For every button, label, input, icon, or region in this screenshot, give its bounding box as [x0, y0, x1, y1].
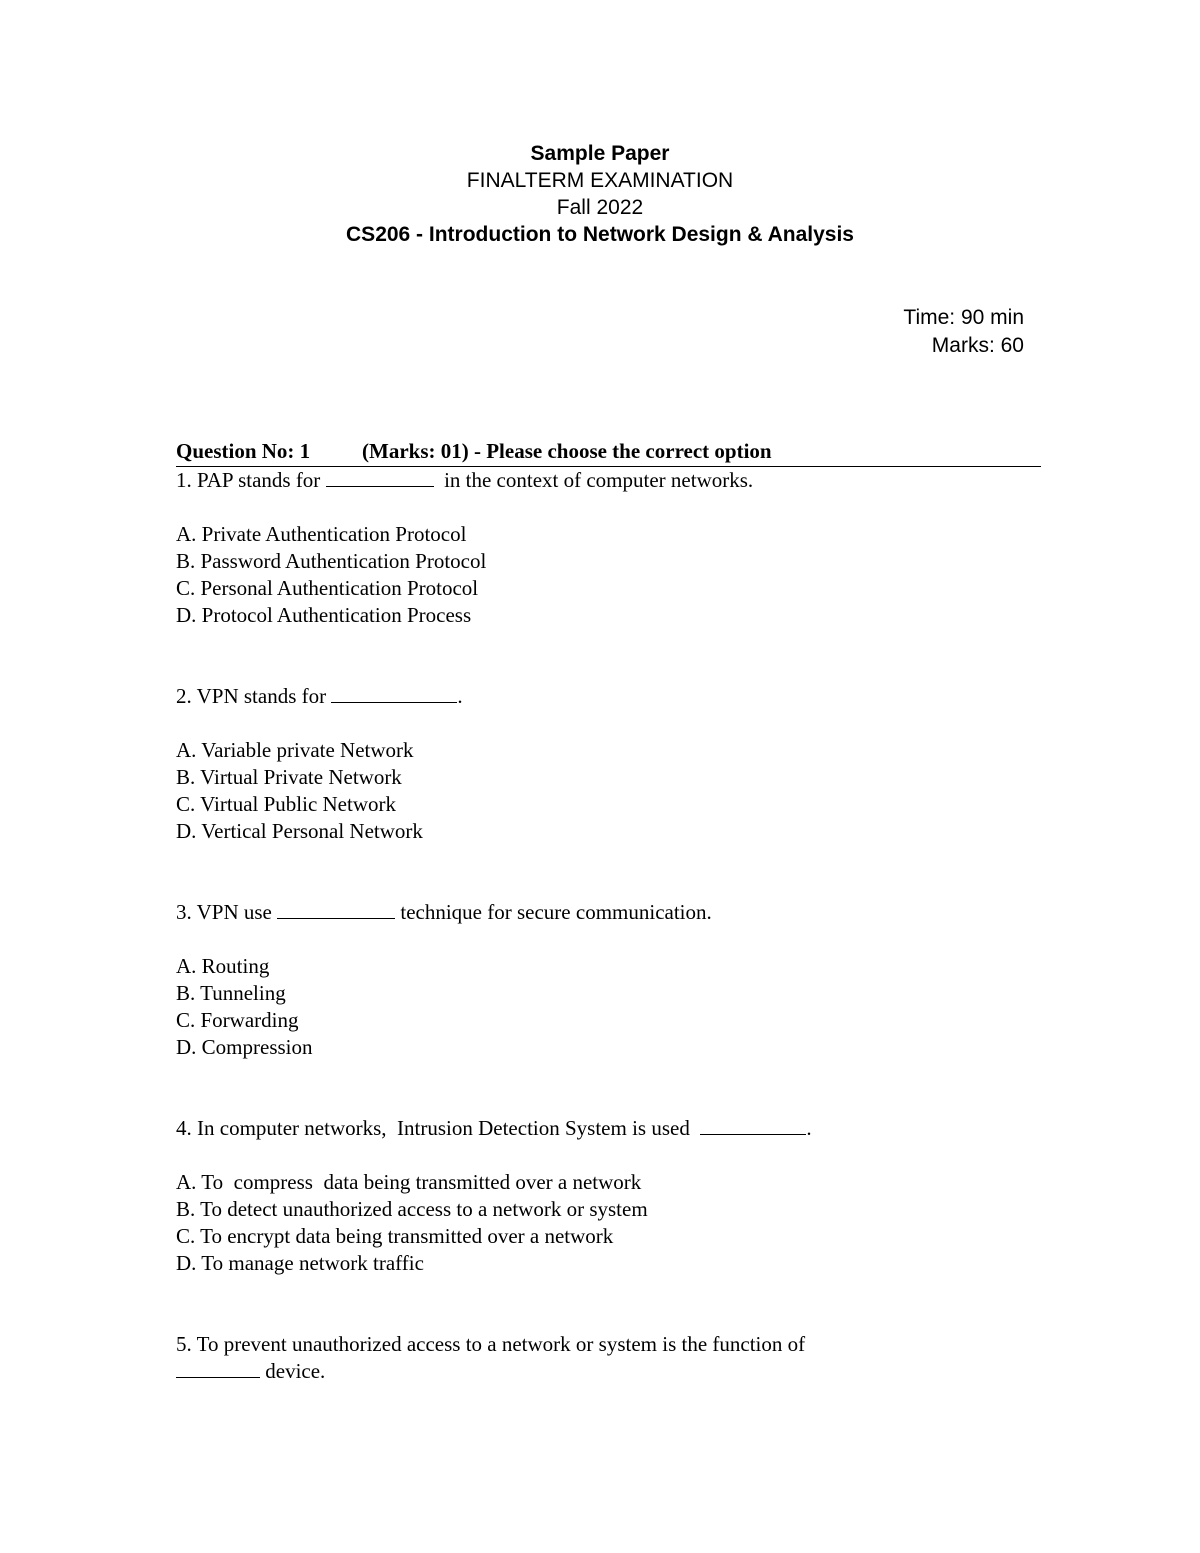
question-stem-after: .	[457, 684, 463, 708]
question-stem-before: 1. PAP stands for	[176, 468, 326, 492]
question-item	[176, 899, 1041, 1061]
option-b: B. To detect unauthorized access to a network or system	[176, 1197, 648, 1221]
option-c: C. To encrypt data being transmitted over a network	[176, 1224, 614, 1248]
answer-blank	[326, 468, 434, 487]
section-instruction: (Marks: 01) - Please choose the correct option	[362, 439, 772, 463]
exam-name: FINALTERM EXAMINATION	[466, 169, 734, 192]
question-item	[176, 467, 1041, 629]
option-d: D. Protocol Authentication Process	[176, 603, 472, 627]
option-b: B. Password Authentication Protocol	[176, 549, 487, 573]
question-stem-after: in the context of computer networks.	[433, 468, 754, 492]
paper-type: Sample Paper	[530, 142, 670, 165]
option-c: C. Forwarding	[176, 1008, 299, 1032]
option-c: C. Virtual Public Network	[176, 792, 396, 816]
question-item	[176, 1331, 1041, 1385]
question-text: 5. To prevent unauthorized access to a network or system is the function of	[176, 1332, 806, 1356]
question-text	[176, 1115, 1041, 1142]
question-section	[176, 438, 1041, 1439]
option-a: A. Private Authentication Protocol	[176, 522, 467, 546]
option-d: D. Compression	[176, 1035, 313, 1059]
option-list	[176, 953, 1041, 1061]
question-stem-after: technique for secure communication.	[395, 900, 712, 924]
exam-meta	[903, 304, 1024, 360]
option-b: B. Virtual Private Network	[176, 765, 402, 789]
question-text	[176, 899, 1041, 926]
question-item	[176, 683, 1041, 845]
question-stem-after: device.	[260, 1359, 326, 1383]
total-marks: Marks: 60	[931, 334, 1024, 357]
option-c: C. Personal Authentication Protocol	[176, 576, 479, 600]
time-limit: Time: 90 min	[903, 306, 1024, 329]
option-a: A. Routing	[176, 954, 270, 978]
option-d: D. Vertical Personal Network	[176, 819, 423, 843]
question-text	[176, 683, 1041, 710]
question-item	[176, 1115, 1041, 1277]
answer-blank	[700, 1116, 806, 1135]
answer-blank	[277, 900, 395, 919]
question-number: Question No: 1	[176, 439, 311, 463]
question-text-continued	[176, 1358, 1041, 1385]
exam-header	[0, 140, 1200, 248]
option-b: B. Tunneling	[176, 981, 286, 1005]
answer-blank	[331, 684, 457, 703]
option-a: A. To compress data being transmitted over a network	[176, 1170, 642, 1194]
option-list	[176, 1169, 1041, 1277]
question-stem-after: .	[806, 1116, 812, 1140]
option-list	[176, 521, 1041, 629]
option-list	[176, 737, 1041, 845]
question-text	[176, 467, 1041, 494]
section-header	[176, 438, 1041, 467]
exam-term: Fall 2022	[556, 196, 644, 219]
course-title: CS206 - Introduction to Network Design & Analysis	[346, 223, 854, 246]
answer-blank	[176, 1359, 260, 1378]
question-stem-before: 2. VPN stands for	[176, 684, 332, 708]
option-d: D. To manage network traffic	[176, 1251, 424, 1275]
question-stem-before: 4. In computer networks, Intrusion Detection System is used	[176, 1116, 701, 1140]
question-stem-before: 3. VPN use	[176, 900, 278, 924]
option-a: A. Variable private Network	[176, 738, 414, 762]
